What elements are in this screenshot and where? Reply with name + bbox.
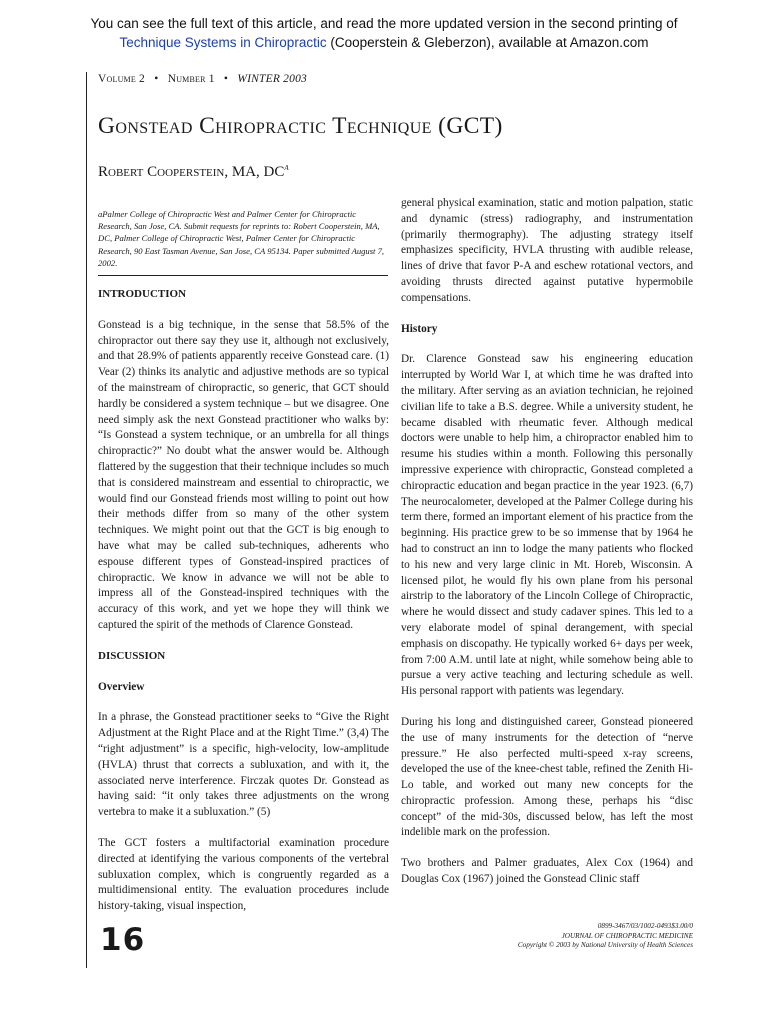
article-code: 0899-3467/03/1002-0493$3.00/0 xyxy=(597,922,693,930)
journal-name: JOURNAL OF CHIROPRACTIC MEDICINE xyxy=(561,931,693,940)
history-heading: History xyxy=(401,322,438,335)
history-paragraph-2: During his long and distinguished career, Gonstead pioneered the use of many instruments for the detection of “nerve pressure.” He also perfected multi-speed x-ray screens, developed the use of the knee-chest table, refined the Zenith Hi-Lo table, and worked out many new concepts for the chiropractic profession. Among these, perhaps his “disc concept” of the mid-30s, discussed below, has left the most indelible mark on the profession. xyxy=(401,715,693,839)
left-margin-rule xyxy=(86,72,87,968)
discussion-heading: DISCUSSION xyxy=(98,649,166,662)
article-title: Gonstead Chiropractic Technique (GCT) xyxy=(98,113,503,139)
banner-line-1: You can see the full text of this article, and read the more updated version in the second printing of xyxy=(90,16,678,31)
history-paragraph-3: Two brothers and Palmer graduates, Alex Cox (1964) and Douglas Cox (1967) joined the Gonstead Clinic staff xyxy=(401,857,693,886)
introduction-paragraph: Gonstead is a big technique, in the sense that 58.5% of the chiropractor out there say they use it, although not exclusively, and that 28.9% of patients apparently receive Gonstead care. (1) Vear (2) thinks its analytic and adjustive methods are so typical of the mainstream of chiropractic, so generic, that GCT should hardly be considered a system technique – but we disagree. One need simply ask the next Gonstead practitioner who walks by: “Is Gonstead a system technique, or an umbrella for all things chiropractic?” No doubt what the answer would be. Although flattered by the suggestion that their technique includes so much that is considered mainstream and essential to chiropractic, we would find our Gonstead friends most willing to point out how their methods differ from so many of the other system techniques. We might point out that the GCT is big enough to have what may be called sub-techniques, adherents who espouse different types of Gonstead-inspired practices of chiropractic. We know in advance we will not be able to impress all of the Gonstead-inspired techniques with the accuracy of this work, and yet we hope they will think we captured the spirit of the methods of Clarence Gonstead. xyxy=(98,318,389,631)
issue-line xyxy=(98,73,307,85)
page-number: 16 xyxy=(100,922,146,958)
left-column xyxy=(98,287,389,930)
author-name: Robert Cooperstein, MA, DC xyxy=(98,164,285,180)
banner-line-2-rest: (Cooperstein & Gleberzon), available at Amazon.com xyxy=(326,35,649,50)
author-footnote-marker: a xyxy=(284,162,289,173)
author-line xyxy=(98,162,289,181)
separator-1: • xyxy=(154,73,159,85)
journal-footer xyxy=(401,922,693,951)
affiliation-note: aPalmer College of Chiropractic West and Palmer Center for Chiropractic Research, San Jose, CA. Submit requests for reprints to: Robert Cooperstein, MA, DC, Palmer College of Chiropractic West, Palmer Center for Chiropractic Research, 90 East Tasman Avenue, San Jose, CA 95134. Paper submitted August 7, 2002. xyxy=(98,209,385,268)
continued-paragraph: general physical examination, static and motion palpation, static and dynamic (stress) radiography, and instrumentation (primarily thermography). The adjusting strategy itself emphasizes specificity, HVLA thrusting with audible release, lines of drive that favor P-A and eschew rotational vectors, and avoiding thrusts directed against putative hypermobile compensations. xyxy=(401,197,693,304)
separator-2: • xyxy=(223,73,229,85)
affiliation-rule xyxy=(98,275,388,276)
right-column xyxy=(401,196,693,903)
history-paragraph-1: Dr. Clarence Gonstead saw his engineering education interrupted by World War I, at which time he was drafted into the military. After serving as an aviation technician, he rejoined civilian life to take a B.S. degree. While a university student, he became disabled with rheumatic fever. Although medical doctors were unable to help him, a chiropractor enabled him to resume his studies within a month. Following this personally impressive experience with chiropractic, Gonstead completed a chiropractic education and began practice in the year 1923. (6,7) The neurocalometer, developed at the Palmer College during his term there, formed an important element of his practice from the beginning. His practice grew to be so immense that by 1964 he had to construct an inn to lodge the many patients who flocked to his new and very large clinic in Mt. Horeb, Wisconsin. A licensed pilot, he would fly his own plane from his personal airstrip to the laboratory of the Lincoln College of Chiropractic, where he would dissect and study cadaver spines. This led to a very elaborate model of spinal derangement, with special emphasis on discopathy. He typically worked 6+ days per week, from 7:00 A.M. until late at night, while somehow being able to pursue a very active teaching and lecturing schedule as well. His personal rapport with patients was legendary. xyxy=(401,353,693,698)
overview-paragraph-1: In a phrase, the Gonstead practitioner seeks to “Give the Right Adjustment at the Right Place and at the Right Time.” (3,4) The “right adjustment” is a specific, high-velocity, low-amplitude (HVLA) thrust that corrects a subluxation, and with it, the associated nerve interference. Firczak quotes Dr. Gonstead as having said: “it only takes three adjustments on the wrong vertebra to make it a subluxation.” (5) xyxy=(98,711,389,819)
banner-line-2 xyxy=(0,33,768,52)
overview-heading: Overview xyxy=(98,680,145,693)
season: WINTER 2003 xyxy=(237,73,307,85)
reprint-banner xyxy=(0,14,768,52)
copyright-line: Copyright © 2003 by National University of Health Sciences xyxy=(517,941,693,950)
introduction-heading: INTRODUCTION xyxy=(98,288,187,300)
volume: Volume 2 xyxy=(98,73,145,85)
overview-paragraph-2: The GCT fosters a multifactorial examination procedure directed at identifying the various components of the vertebral subluxation complex, which is congruently regarded as a multidimensional entity. The evaluation procedures include history-taking, visual inspection, xyxy=(98,836,389,913)
number: Number 1 xyxy=(167,73,215,85)
book-link[interactable]: Technique Systems in Chiropractic xyxy=(119,35,327,50)
